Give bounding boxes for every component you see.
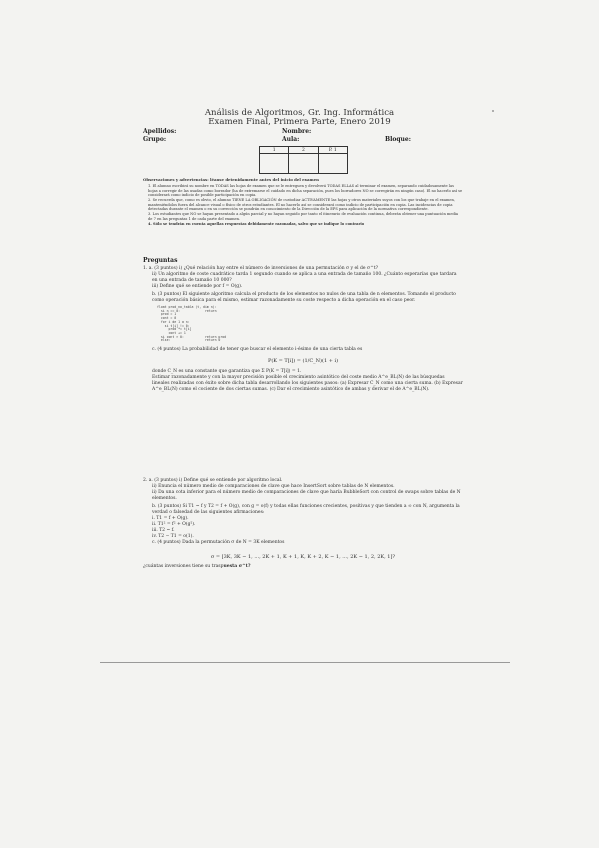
q2-c-2: ¿cuántas inversiones tiene su traspuesta σ^t?	[143, 564, 251, 569]
grade-col-p1: P. 1	[318, 147, 347, 154]
q2-c: c. (4 puntos) Dada la permutación σ de N = 3K elementos	[152, 540, 285, 545]
q1-c-2: donde C_N es una constante que garantiza que Σ P(K = T[i]) = 1.	[152, 369, 302, 375]
q2-a-iii: ii) Da una cota inferior para el número medio de comparaciones de clave que haría BubbleSort con control de swaps sobre tablas de N elementos.	[152, 490, 461, 501]
scan-rule	[100, 662, 510, 663]
exam-title-line1: Análisis de Algoritmos, Gr. Ing. Informática	[204, 108, 395, 118]
q2-b-item-3: iii. T2 ~ f.	[152, 528, 175, 533]
observacion-3: 3. Los estudiantes que NO se hayan presentado a algún parcial y no hayan seguido por tanto el itinerario de evaluación continua, deberán obtener una puntuación media de 7 en las preguntas 1 de cada parte del examen.	[148, 212, 459, 221]
observacion-4: 4. Sólo se tendrán en cuenta aquellas respuestas debidamente razonadas, salvo que se indique lo contrario	[148, 221, 365, 226]
q1-formula: P(K = T[i]) = (1/C_N)(1 + i)	[267, 358, 339, 365]
aula-label: Aula:	[282, 136, 300, 143]
observaciones-heading: Observaciones y advertencias: léanse detenidamente antes del inicio del examen	[143, 177, 319, 182]
observacion-2: 2. Se recuerda que, como es obvio, el alumno TIENE LA OBLIGACIÓN de custodiar ACTIVAMENTE las hojas y otros materiales suyos con los que trabaje en el examen, manteniéndolos fuera del alcance visual o físico de otros estudiantes. El no hacerlo así se considerará como indicio de participación en copia. Las incidencias de copia detectadas durante el examen o en su corrección se pondrán en conocimiento de la Dirección de la EPS para aplicación de la normativa correspondiente.	[148, 198, 455, 211]
preguntas-heading: Preguntas	[143, 257, 178, 264]
q1-b: b. (3 puntos) El siguiente algoritmo calcula el producto de los elementos no nulos de una tabla de n elementos. Tomando el producto como operación básica para el mismo, estimar razonadamente su coste respecto a dicha operación en el caso peor.	[152, 292, 456, 303]
q1-a-iii: iii) Define qué se entiende por f = O(g).	[152, 284, 243, 289]
bloque-label: Bloque:	[385, 136, 411, 143]
grupo-label: Grupo:	[143, 136, 167, 143]
exam-title-line2: Examen Final, Primera Parte, Enero 2019	[208, 117, 391, 127]
q2-a-ii: ii) Enuncia el número medio de comparaciones de clave que hace InsertSort sobre tablas de N elementos.	[152, 484, 395, 489]
grade-table	[259, 146, 348, 174]
q1-c-3: Estimar razonadamente y con la mayor precisión posible el crecimiento asintótico del coste medio A^e_BL(N) de las búsquedas lineales realizadas con éxito sobre dicha tabla desarrollando los siguientes pasos: (a) Expresar C_N como una cierta suma. (b) Expresar A^e_BL(N) como el cociente de dos ciertas sumas. (c) Dar el crecimiento asintótico de ambas y derivar el de A^e_BL(N).	[152, 375, 463, 393]
grade-cell-1[interactable]	[260, 154, 289, 174]
q1-c: c. (4 puntos) La probabilidad de tener que buscar el elemento i-ésimo de una cierta tabla es	[152, 347, 363, 353]
observaciones-list	[148, 184, 463, 226]
q2-b-item-4: iv. T2 − T1 = o(1).	[152, 534, 194, 539]
q1-a-i: 1. a. (3 puntos) i) ¿Qué relación hay entre el número de inversiones de una permutación σ y el de σ^t?	[143, 266, 379, 271]
q1-code: float prod_no_tabla (t, dim n): si n == 0: return prod = 1 cont = 0 for i de 1 a n: si t[i] != 0: prod *= t[i] cont += 1 si cont > 0: return prod else: return 0	[157, 305, 227, 343]
question-1	[143, 266, 463, 393]
q2-c-2-text: ¿cuántas inversiones tiene su trasp	[143, 564, 224, 569]
q2-b-item-2: ii. T1² = f² + O(g²).	[152, 522, 196, 527]
grade-col-1: 1	[260, 147, 289, 154]
nombre-label: Nombre:	[282, 128, 312, 135]
grade-cell-2[interactable]	[289, 154, 318, 174]
q1-a-ii: ii) Un algoritmo de coste cuadrático tarda 1 segundo cuando se aplica a una entrada de tamaño 100. ¿Cuánto esperarías que tardara en una entrada de tamaño 10 000?	[152, 272, 457, 283]
question-2	[143, 478, 463, 570]
apellidos-label: Apellidos:	[143, 128, 177, 135]
q2-formula: σ = [3K, 3K − 1, ..., 2K + 1, K + 1, K, K + 2, K − 1, ..., 2K − 1, 2, 2K, 1]?	[210, 554, 396, 560]
grade-col-2: 2	[289, 147, 318, 154]
grade-cell-p1[interactable]	[318, 154, 347, 174]
q2-a-i: 2. a. (3 puntos) i) Define qué se entiende por algoritmo local.	[143, 478, 283, 483]
observacion-1: 1. El alumno escribirá su nombre en TODAS las hojas de examen que se le entreguen y devolverá TODAS ELLAS al terminar el examen, separando cuidadosamente las hojas a corregir de las usadas como borrador (ha de extremarse el cuidado en dicha separación, pues los borradores NO se corregirán en ningún caso). El no hacerlo así se considerará como indicio de posible participación en copia.	[148, 184, 463, 197]
scan-speck	[492, 110, 494, 112]
q2-b-item-1: i. T1 = f + O(g).	[152, 516, 189, 521]
q2-b: b. (3 puntos) Si T1 ~ f y T2 = f + O(g), con g = o(f) y todas ellas funciones crecientes, positivas y que tienden a ∞ con N, argumenta la verdad o falsedad de las siguientes afirmaciones:	[152, 504, 460, 515]
